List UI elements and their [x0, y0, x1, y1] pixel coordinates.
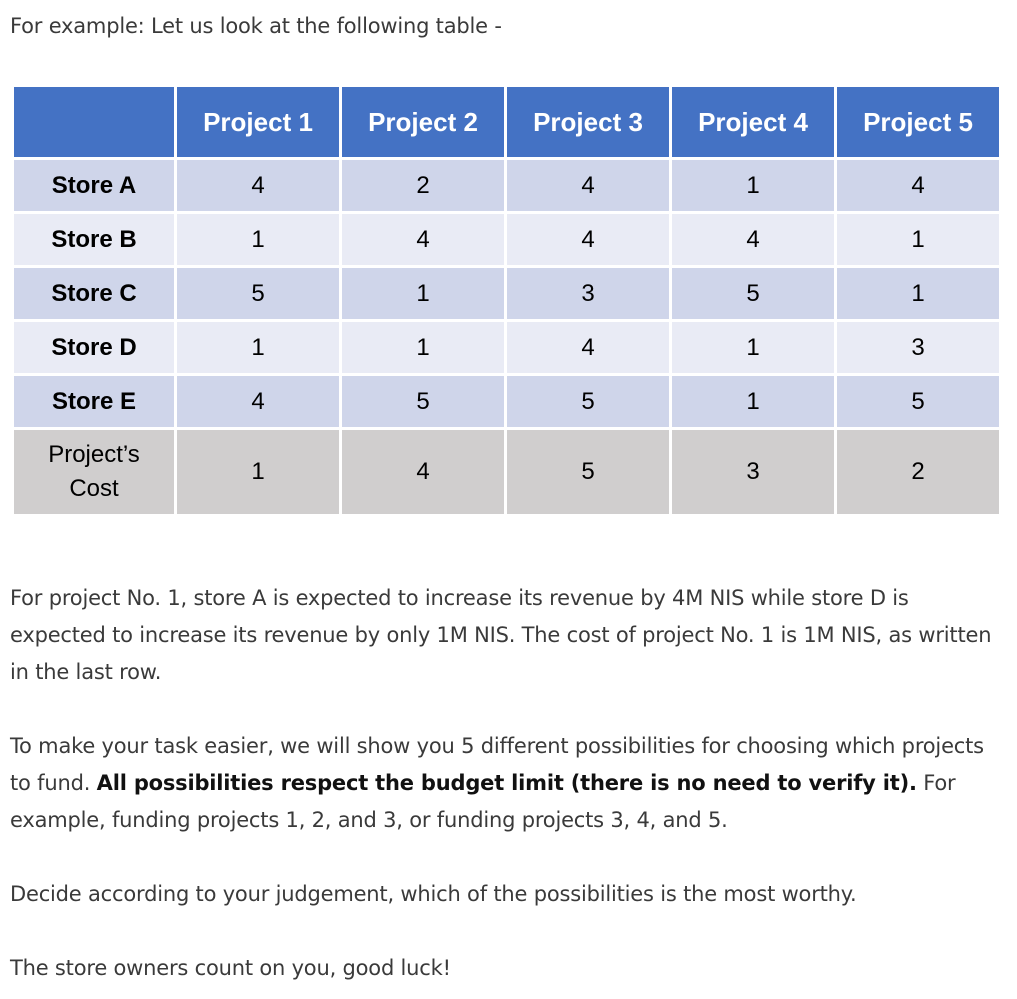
- table-cell: 4: [177, 376, 339, 427]
- paragraph-good-luck: The store owners count on you, good luck!: [10, 956, 451, 980]
- table-row-store-a: [14, 160, 999, 211]
- table-cell: 2: [342, 160, 504, 211]
- table-cell: 4: [342, 430, 504, 514]
- table-row-store-b: [14, 214, 999, 265]
- header-project-4: Project 4: [672, 87, 834, 157]
- table-row-store-e: [14, 376, 999, 427]
- table-cell: 1: [672, 322, 834, 373]
- table-cell: 5: [507, 430, 669, 514]
- table-cell: 4: [177, 160, 339, 211]
- table-cell: 3: [837, 322, 999, 373]
- row-label-cost: [14, 430, 174, 514]
- row-label: Store B: [14, 214, 174, 265]
- table-cell: 1: [342, 322, 504, 373]
- table-header-row: [14, 87, 999, 157]
- header-project-3: Project 3: [507, 87, 669, 157]
- table-cell: 5: [342, 376, 504, 427]
- table-cell: 1: [672, 376, 834, 427]
- table-cell: 1: [177, 322, 339, 373]
- paragraph-possibilities: [10, 728, 1010, 839]
- paragraph-decide: Decide according to your judgement, which of the possibilities is the most worthy.: [10, 882, 857, 906]
- table-cell: 2: [837, 430, 999, 514]
- table-row-store-d: [14, 322, 999, 373]
- table-cell: 1: [342, 268, 504, 319]
- table-cell: 4: [507, 214, 669, 265]
- table-cell: 3: [672, 430, 834, 514]
- projects-table-container: [11, 84, 1002, 517]
- table-cell: 1: [837, 268, 999, 319]
- header-corner: [14, 87, 174, 157]
- table-cell: 1: [837, 214, 999, 265]
- cost-label-line-1: Project’s: [48, 441, 140, 468]
- table-cell: 4: [342, 214, 504, 265]
- table-cell: 4: [837, 160, 999, 211]
- table-cell: 1: [672, 160, 834, 211]
- header-project-2: Project 2: [342, 87, 504, 157]
- table-cell: 5: [507, 376, 669, 427]
- row-label: Store D: [14, 322, 174, 373]
- table-row-store-c: [14, 268, 999, 319]
- table-row-project-cost: [14, 430, 999, 514]
- explanation-text: [10, 580, 1010, 987]
- table-cell: 1: [177, 430, 339, 514]
- header-project-1: Project 1: [177, 87, 339, 157]
- intro-text: For example: Let us look at the following table -: [10, 14, 502, 38]
- table-cell: 4: [672, 214, 834, 265]
- table-cell: 1: [177, 214, 339, 265]
- row-label: Store A: [14, 160, 174, 211]
- header-project-5: Project 5: [837, 87, 999, 157]
- table-cell: 3: [507, 268, 669, 319]
- row-label: Store E: [14, 376, 174, 427]
- paragraph-possibilities-example: For example, funding projects 1, 2, and 3, or funding projects 3, 4, and 5.: [10, 771, 956, 832]
- table-cell: 4: [507, 322, 669, 373]
- paragraph-possibilities-bold: All possibilities respect the budget limit (there is no need to verify it).: [96, 771, 917, 795]
- table-cell: 5: [672, 268, 834, 319]
- table-cell: 5: [837, 376, 999, 427]
- table-cell: 5: [177, 268, 339, 319]
- projects-table: [11, 84, 1002, 517]
- paragraph-possibilities-intro: To make your task easier, we will show you 5 different possibilities for choosing which projects to fund.: [10, 734, 984, 795]
- table-cell: 4: [507, 160, 669, 211]
- cost-label-line-2: Cost: [69, 475, 119, 502]
- row-label: Store C: [14, 268, 174, 319]
- paragraph-example: For project No. 1, store A is expected to increase its revenue by 4M NIS while store D is expected to increase its revenue by only 1M NIS. The cost of project No. 1 is 1M NIS, as written in the last row.: [10, 586, 992, 684]
